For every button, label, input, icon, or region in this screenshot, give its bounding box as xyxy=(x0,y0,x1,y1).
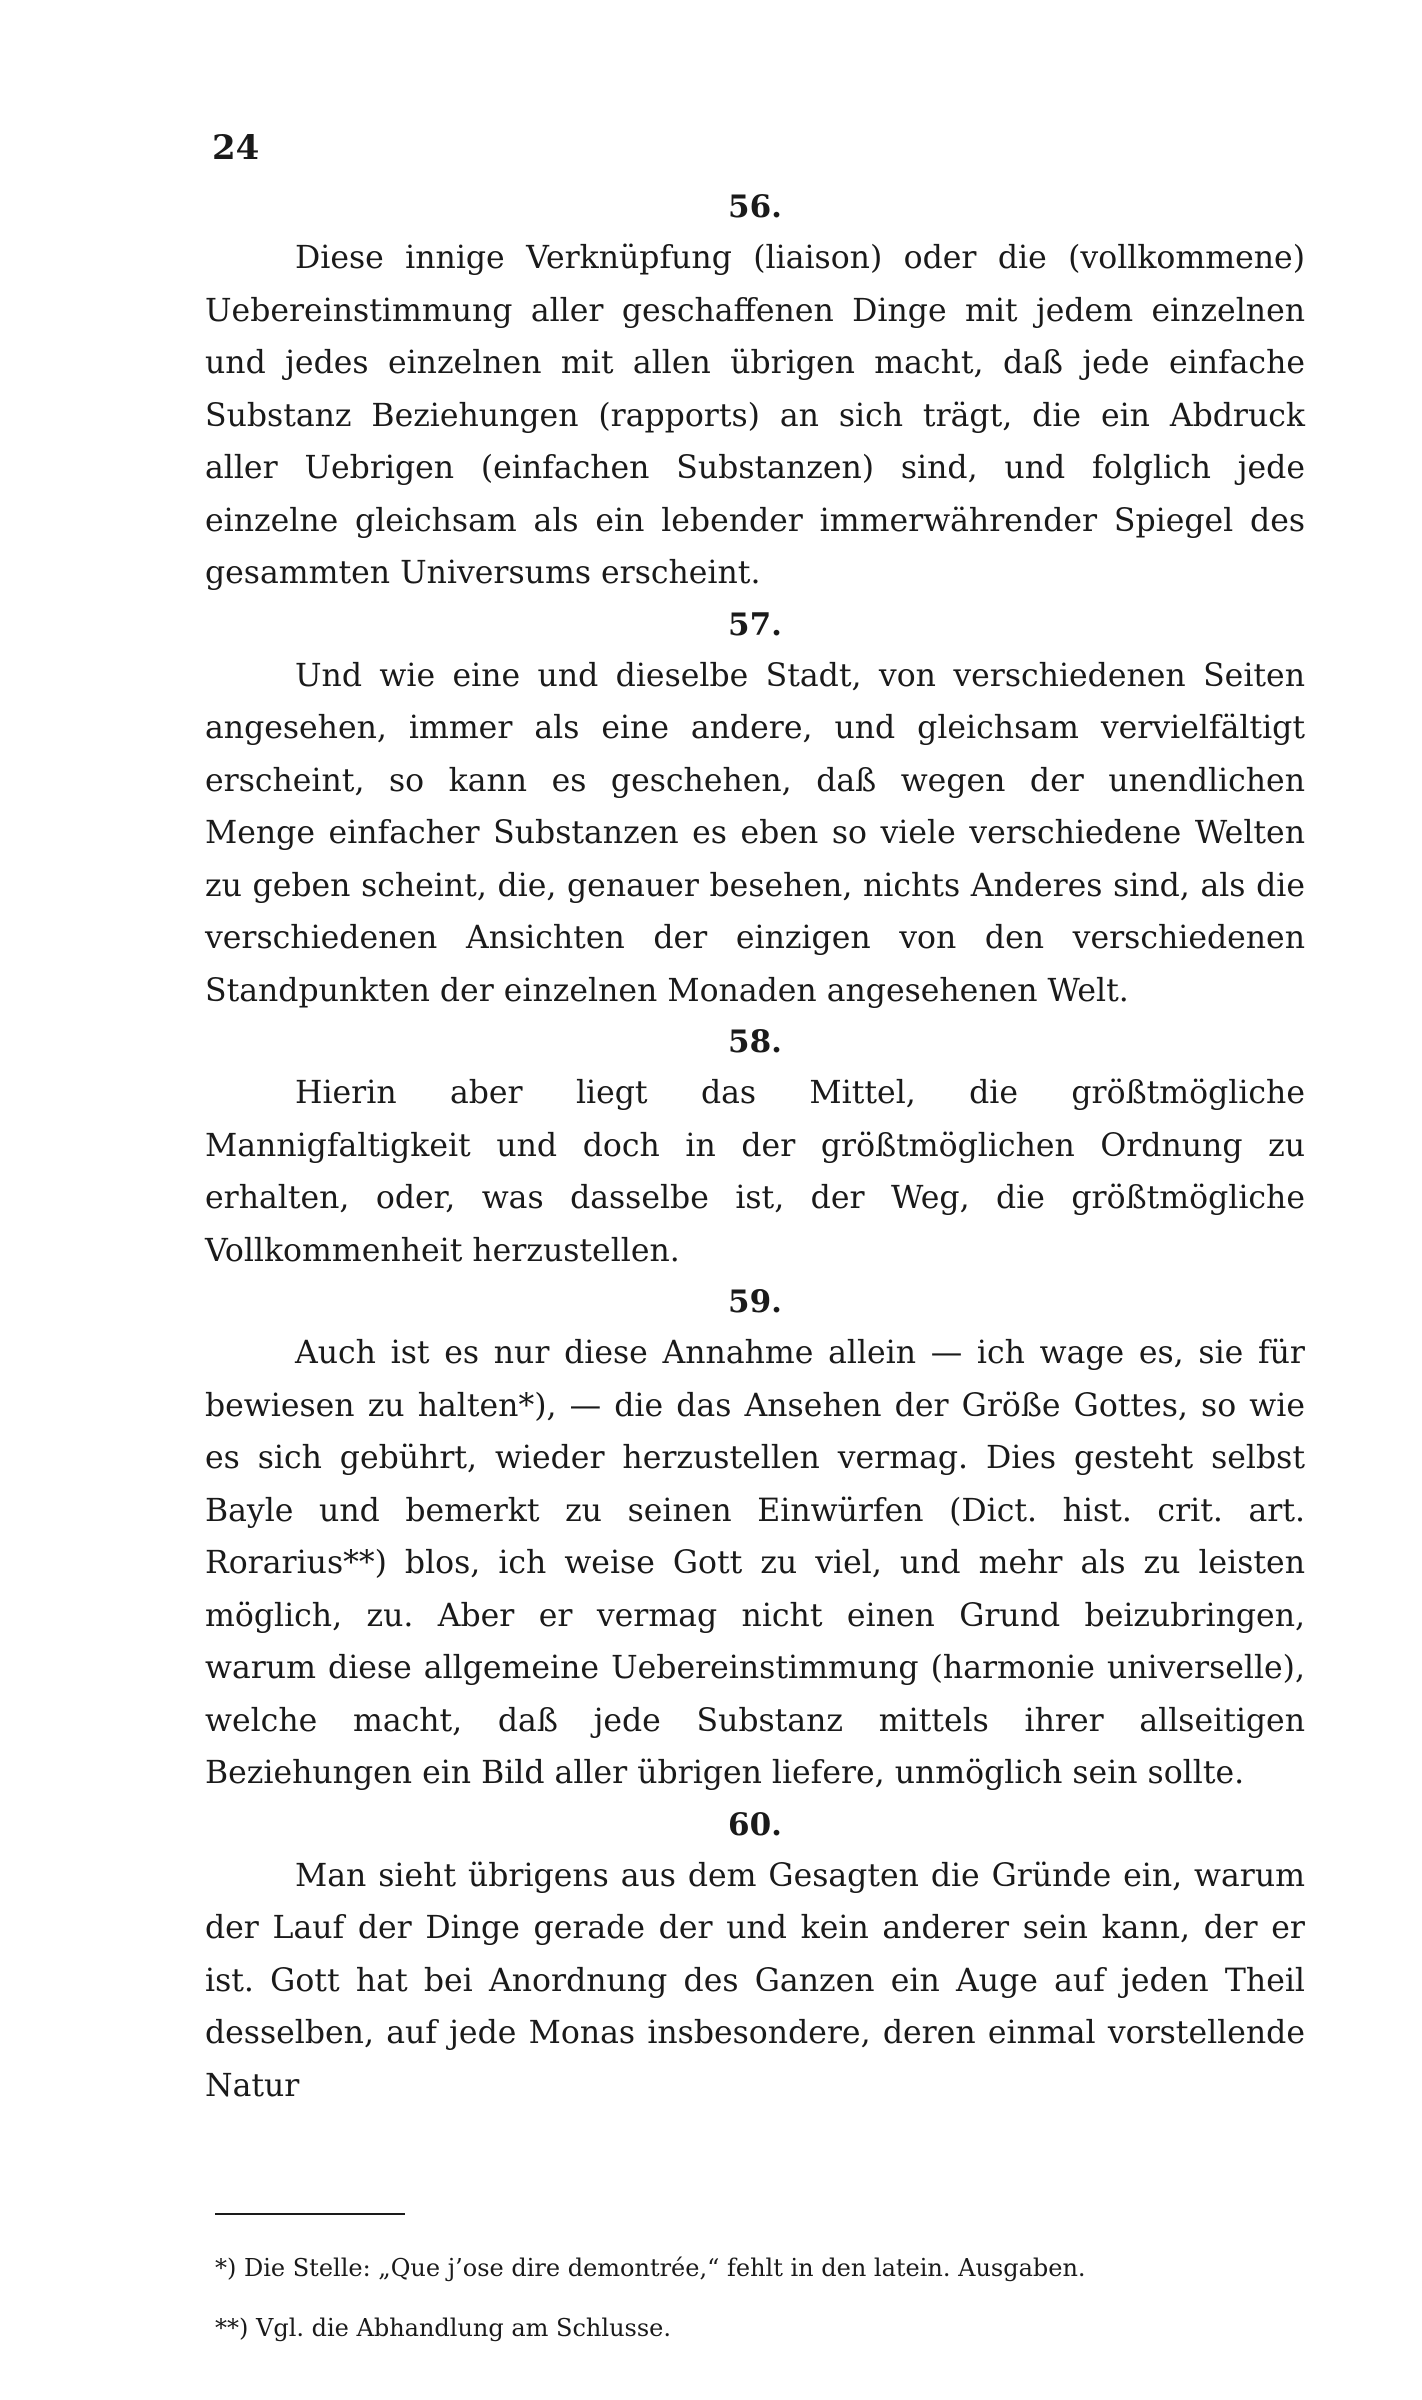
main-text xyxy=(205,182,1305,2112)
section-number: 58. xyxy=(728,1024,782,1060)
section-paragraph: Hierin aber liegt das Mittel, die größtmögliche Mannigfaltigkeit und doch in der größtmöglichen Ordnung zu erhalten, oder, was dasselbe ist, der Weg, die größtmögliche Vollkommenheit herzustellen. xyxy=(205,1075,1305,1269)
section-paragraph: Diese innige Verknüpfung (liaison) oder die (vollkommene) Uebereinstimmung aller geschaffenen Dinge mit jedem einzelnen und jedes einzelnen mit allen übrigen macht, daß jede einfache Substanz Beziehungen (rapports) an sich trägt, die ein Abdruck aller Uebrigen (einfachen Substanzen) sind, und folglich jede einzelne gleichsam als ein lebender immerwährender Spiegel des gesammten Universums erscheint. xyxy=(205,240,1305,591)
section-58 xyxy=(205,1017,1305,1277)
footnote-2: **) Vgl. die Abhandlung am Schlusse. xyxy=(215,2314,671,2342)
page-number: 24 xyxy=(212,128,260,168)
section-number: 57. xyxy=(728,606,782,643)
footnotes xyxy=(215,2238,1315,2358)
section-number: 60. xyxy=(728,1806,782,1843)
section-59 xyxy=(205,1277,1305,1800)
section-paragraph: Und wie eine und dieselbe Stadt, von verschiedenen Seiten angesehen, immer als eine andere, und gleichsam vervielfältigt erscheint, so kann es geschehen, daß wegen der unendlichen Menge einfacher Substanzen es eben so viele verschiedene Welten zu geben scheint, die, genauer besehen, nichts Anderes sind, als die verschiedenen Ansichten der einzigen von den verschiedenen Standpunkten der einzelnen Monaden angesehenen Welt. xyxy=(205,657,1305,1009)
footnote-divider xyxy=(215,2213,405,2215)
section-number: 56. xyxy=(728,189,782,225)
section-number: 59. xyxy=(728,1284,782,1320)
section-56 xyxy=(205,182,1305,600)
section-paragraph: Man sieht übrigens aus dem Gesagten die Gründe ein, warum der Lauf der Dinge gerade der und kein anderer sein kann, der er ist. Gott hat bei Anordnung des Ganzen ein Auge auf jeden Theil desselben, auf jede Monas insbesondere, deren einmal vorstellende Natur xyxy=(205,1857,1305,2104)
section-60 xyxy=(205,1800,1305,2113)
section-paragraph: Auch ist es nur diese Annahme allein — ich wage es, sie für bewiesen zu halten*), — die das Ansehen der Größe Gottes, so wie es sich gebührt, wieder herzustellen vermag. Dies gesteht selbst Bayle und bemerkt zu seinen Einwürfen (Dict. hist. crit. art. Rorarius**) blos, ich weise Gott zu viel, und mehr als zu leisten möglich, zu. Aber er vermag nicht einen Grund beizubringen, warum diese allgemeine Uebereinstimmung (harmonie universelle), welche macht, daß jede Substanz mittels ihrer allseitigen Beziehungen ein Bild aller übrigen liefere, unmöglich sein sollte. xyxy=(205,1335,1305,1791)
section-57 xyxy=(205,600,1305,1018)
footnote-1: *) Die Stelle: „Que j’ose dire demontrée,“ fehlt in den latein. Ausgaben. xyxy=(215,2254,1086,2282)
